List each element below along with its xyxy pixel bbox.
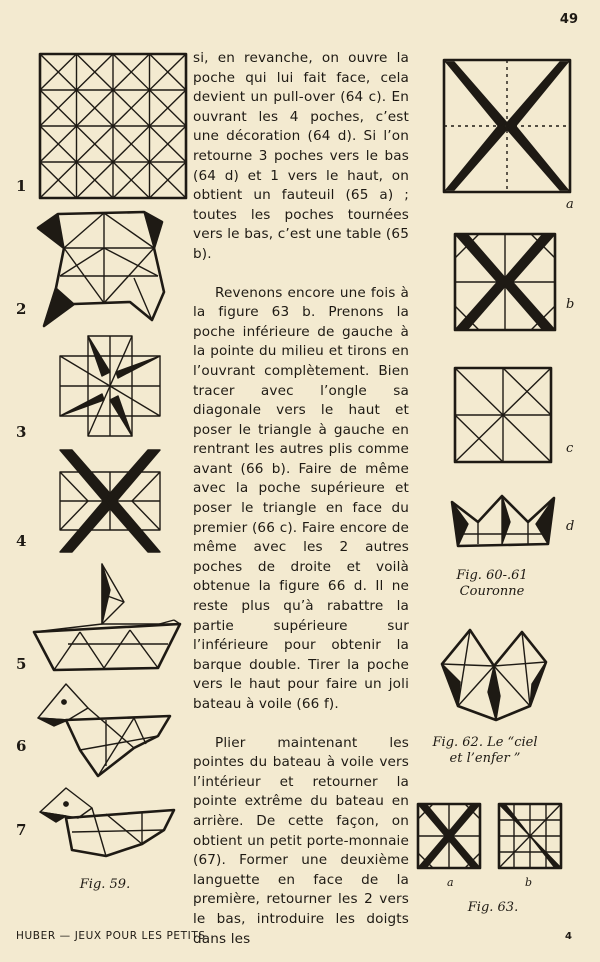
- fig60-61-caption-line1: Fig. 60-.61: [456, 568, 528, 583]
- page-number: 49: [559, 12, 578, 27]
- fig63-label-b: b: [525, 876, 533, 889]
- fig60-d-crown: [450, 494, 556, 552]
- fig59-step-number-4: 4: [16, 532, 27, 550]
- fig63-caption: Fig. 63.: [467, 900, 519, 915]
- fig59-step-number-7: 7: [16, 821, 27, 839]
- fig63-label-a: a: [447, 876, 454, 889]
- fig59-step7-bird: [36, 784, 178, 860]
- fig59-step-number-6: 6: [16, 737, 27, 755]
- fig62-caption-line2: et l’enfer ”: [449, 751, 521, 766]
- paragraph-1: si, en revanche, on ouvre la poche qui lui fait face, cela devient un pull-over (64 c). En ouvrant les 4 poches, c’est une décoration (64 d). Si l’on retourne 3 poches vers le bas (64 d) et 1 vers le haut, on obtient un fauteuil (65 a) ; toutes les poches tournées vers le bas, c’est une table (65 b).: [193, 50, 409, 262]
- fig60-a-square: [442, 58, 572, 194]
- fig60-label-a: a: [566, 197, 574, 212]
- fig59-step-number-1: 1: [16, 177, 27, 195]
- fig60-label-b: b: [566, 297, 575, 312]
- fig60-61-caption: [432, 568, 552, 600]
- fig60-b-square: [453, 232, 557, 332]
- fig62-caption-line1: Fig. 62. Le “ciel: [432, 735, 538, 750]
- paragraph-3: Plier maintenant les pointes du bateau à voile vers l’intérieur et retourner la pointe extrême du bateau en arrière. De cette façon, on obtient un petit porte-monnaie (67). Former une deuxième languette en face de la première, retourner les 2 vers le bas, introduire les doigts dans les: [193, 734, 409, 947]
- fig59-step-number-3: 3: [16, 423, 27, 441]
- fig59-step2-fold: [34, 208, 174, 328]
- fig63-b-square: [497, 802, 563, 870]
- fig60-61-caption-line2: Couronne: [459, 584, 525, 599]
- fig59-step6-bird: [36, 680, 176, 780]
- fig59-step4-fold: [58, 448, 162, 554]
- fig60-label-c: c: [566, 441, 574, 456]
- fig59-step1-square: [38, 52, 188, 200]
- fig60-label-d: d: [566, 519, 575, 534]
- fig59-step-number-2: 2: [16, 300, 27, 318]
- paragraph-2: Revenons encore une fois à la figure 63 b. Prenons la poche inférieure de gauche à la pointe du milieu et tirons en l’ouvrant complètement. Bien tracer avec l’ongle sa diagonale vers le haut et poser le triangle à gauche en rentrant les autres plis comme avant (66 b). Faire de même avec la poche supérieure et poser le triangle en face du premier (66 c). Faire encore de même avec les 2 autres poches de droite et voilà obtenue la figure 66 d. Il ne reste plus qu’à rabattre la partie supérieure sur l’inférieure pour obtenir la barque double. Tirer la poche vers le haut pour faire un joli bateau à voile (66 f).: [193, 284, 409, 712]
- fig62-caption: [420, 735, 550, 767]
- body-text: [193, 49, 409, 949]
- footer-signature: 4: [565, 931, 572, 942]
- fig62-cootie-catcher: [440, 626, 548, 722]
- fig59-step5-boat: [32, 560, 182, 672]
- fig60-c-square: [453, 366, 553, 464]
- fig59-caption: Fig. 59.: [79, 877, 131, 892]
- footer-publisher: HUBER — JEUX POUR LES PETITS: [16, 930, 206, 942]
- fig59-step3-fold: [58, 332, 162, 440]
- fig63-a-square: [416, 802, 482, 870]
- fig59-step-number-5: 5: [16, 655, 27, 673]
